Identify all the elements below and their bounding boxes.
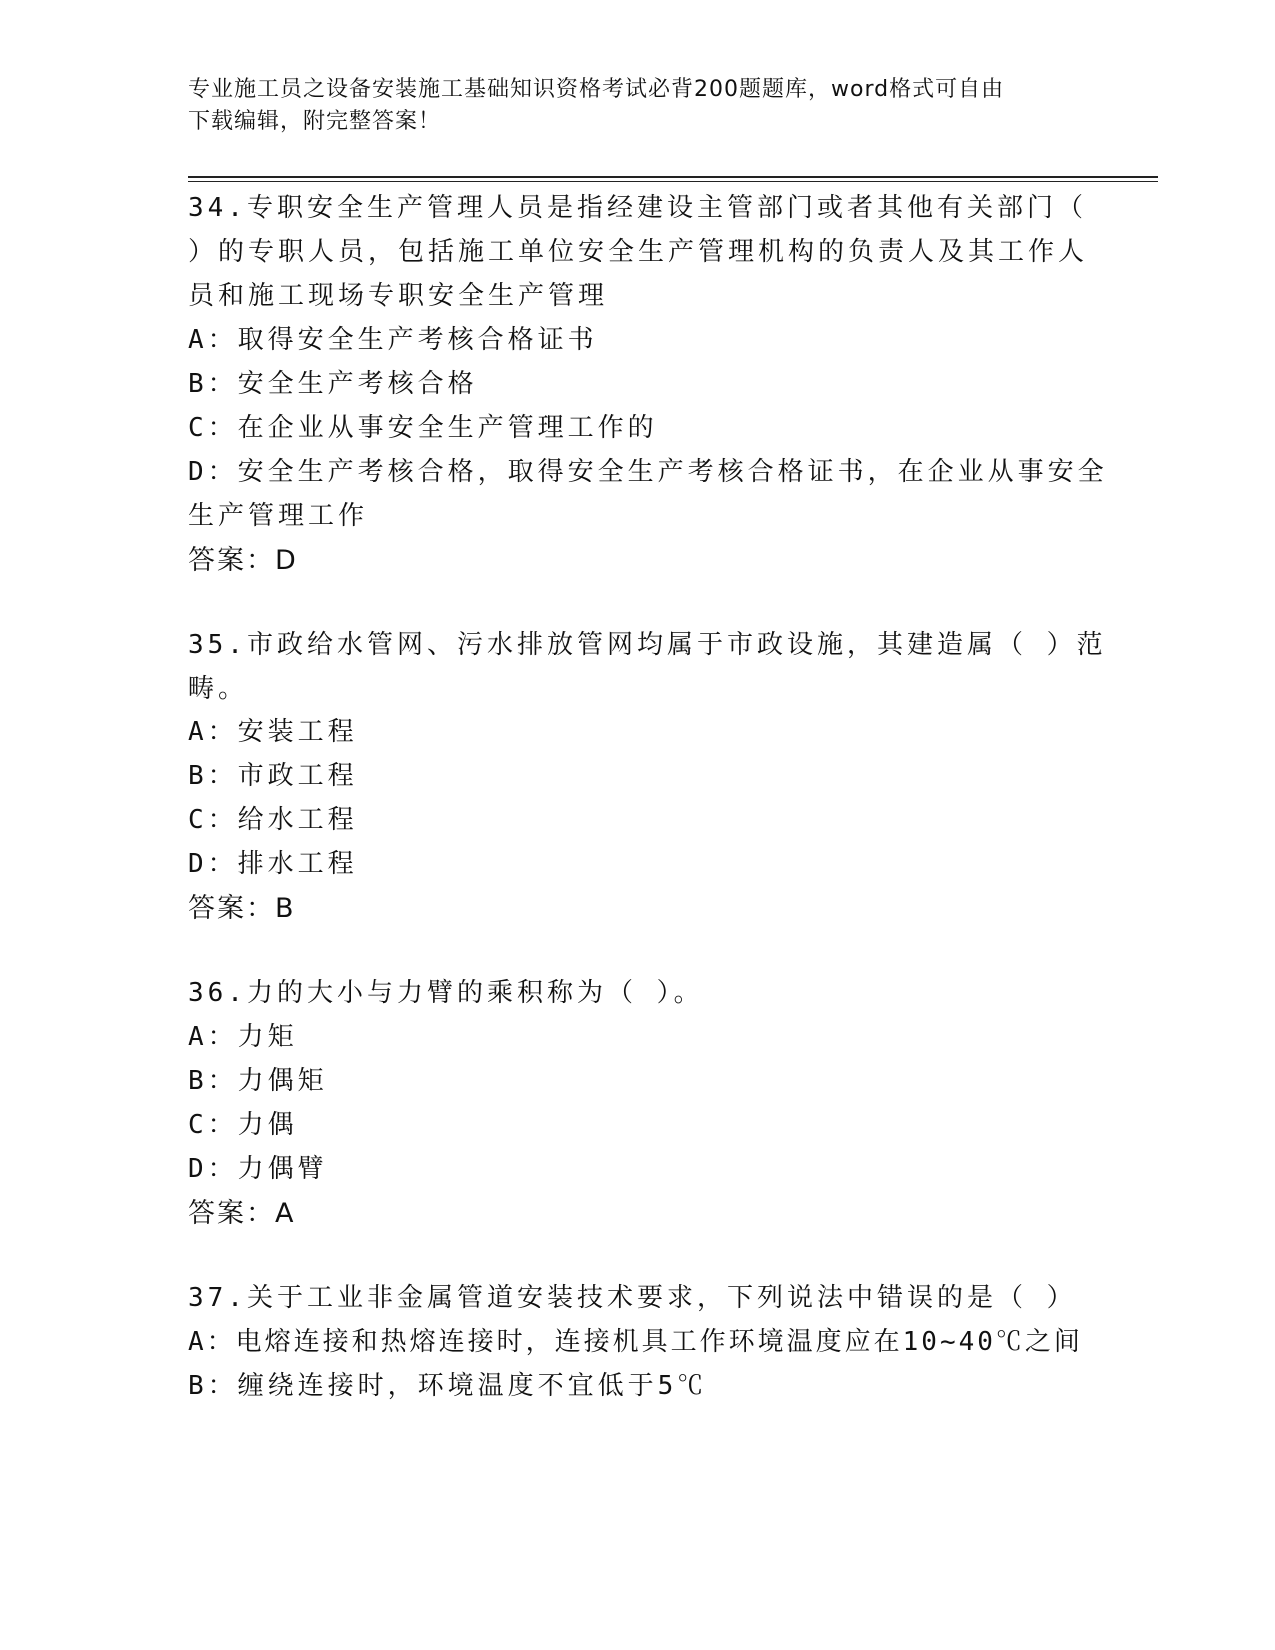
question-35-stem-line-1: 35.市政给水管网、污水排放管网均属于市政设施，其建造属（ ）范 [188,630,1107,660]
question-34-stem-line-2: ）的专职人员，包括施工单位安全生产管理机构的负责人及其工作人 [188,237,1089,267]
question-35-option-c: C：给水工程 [188,805,358,835]
question-35-option-d: D：排水工程 [188,849,358,879]
question-34-option-d-cont: 生产管理工作 [188,501,369,531]
question-34-option-d: D：安全生产考核合格，取得安全生产考核合格证书，在企业从事安全 [188,457,1108,487]
document-header [188,74,1088,138]
question-34-option-c: C：在企业从事安全生产管理工作的 [188,413,658,443]
question-36-option-c: C：力偶 [188,1110,298,1140]
question-34-option-a: A：取得安全生产考核合格证书 [188,325,598,355]
question-35-stem-line-2: 畴。 [188,674,249,704]
question-35-option-b: B：市政工程 [188,761,358,791]
question-36-option-d: D：力偶臂 [188,1154,328,1184]
question-34-answer: 答案：D [188,545,298,576]
question-36-answer: 答案：A [188,1198,296,1229]
question-34-stem-line-1: 34.专职安全生产管理人员是指经建设主管部门或者其他有关部门（ [188,193,1087,223]
question-37-option-b: B：缠绕连接时，环境温度不宜低于5℃ [188,1371,708,1401]
header-divider-thin [188,181,1158,182]
question-34-option-b: B：安全生产考核合格 [188,369,478,399]
header-line-2: 下载编辑，附完整答案！ [188,109,442,134]
header-line-1: 专业施工员之设备安装施工基础知识资格考试必背200题题库，word格式可自由 [188,77,1005,102]
question-36-stem: 36.力的大小与力臂的乘积称为（ ）。 [188,978,704,1008]
question-34-stem-line-3: 员和施工现场专职安全生产管理 [188,281,609,311]
question-35-answer: 答案：B [188,893,296,924]
question-37-option-a: A：电熔连接和热熔连接时，连接机具工作环境温度应在10~40℃之间 [188,1327,1083,1357]
header-divider [188,176,1158,178]
question-36-option-a: A：力矩 [188,1022,298,1052]
question-37-stem: 37.关于工业非金属管道安装技术要求，下列说法中错误的是（ ） [188,1283,1077,1313]
question-36-option-b: B：力偶矩 [188,1066,328,1096]
question-35-option-a: A：安装工程 [188,717,358,747]
